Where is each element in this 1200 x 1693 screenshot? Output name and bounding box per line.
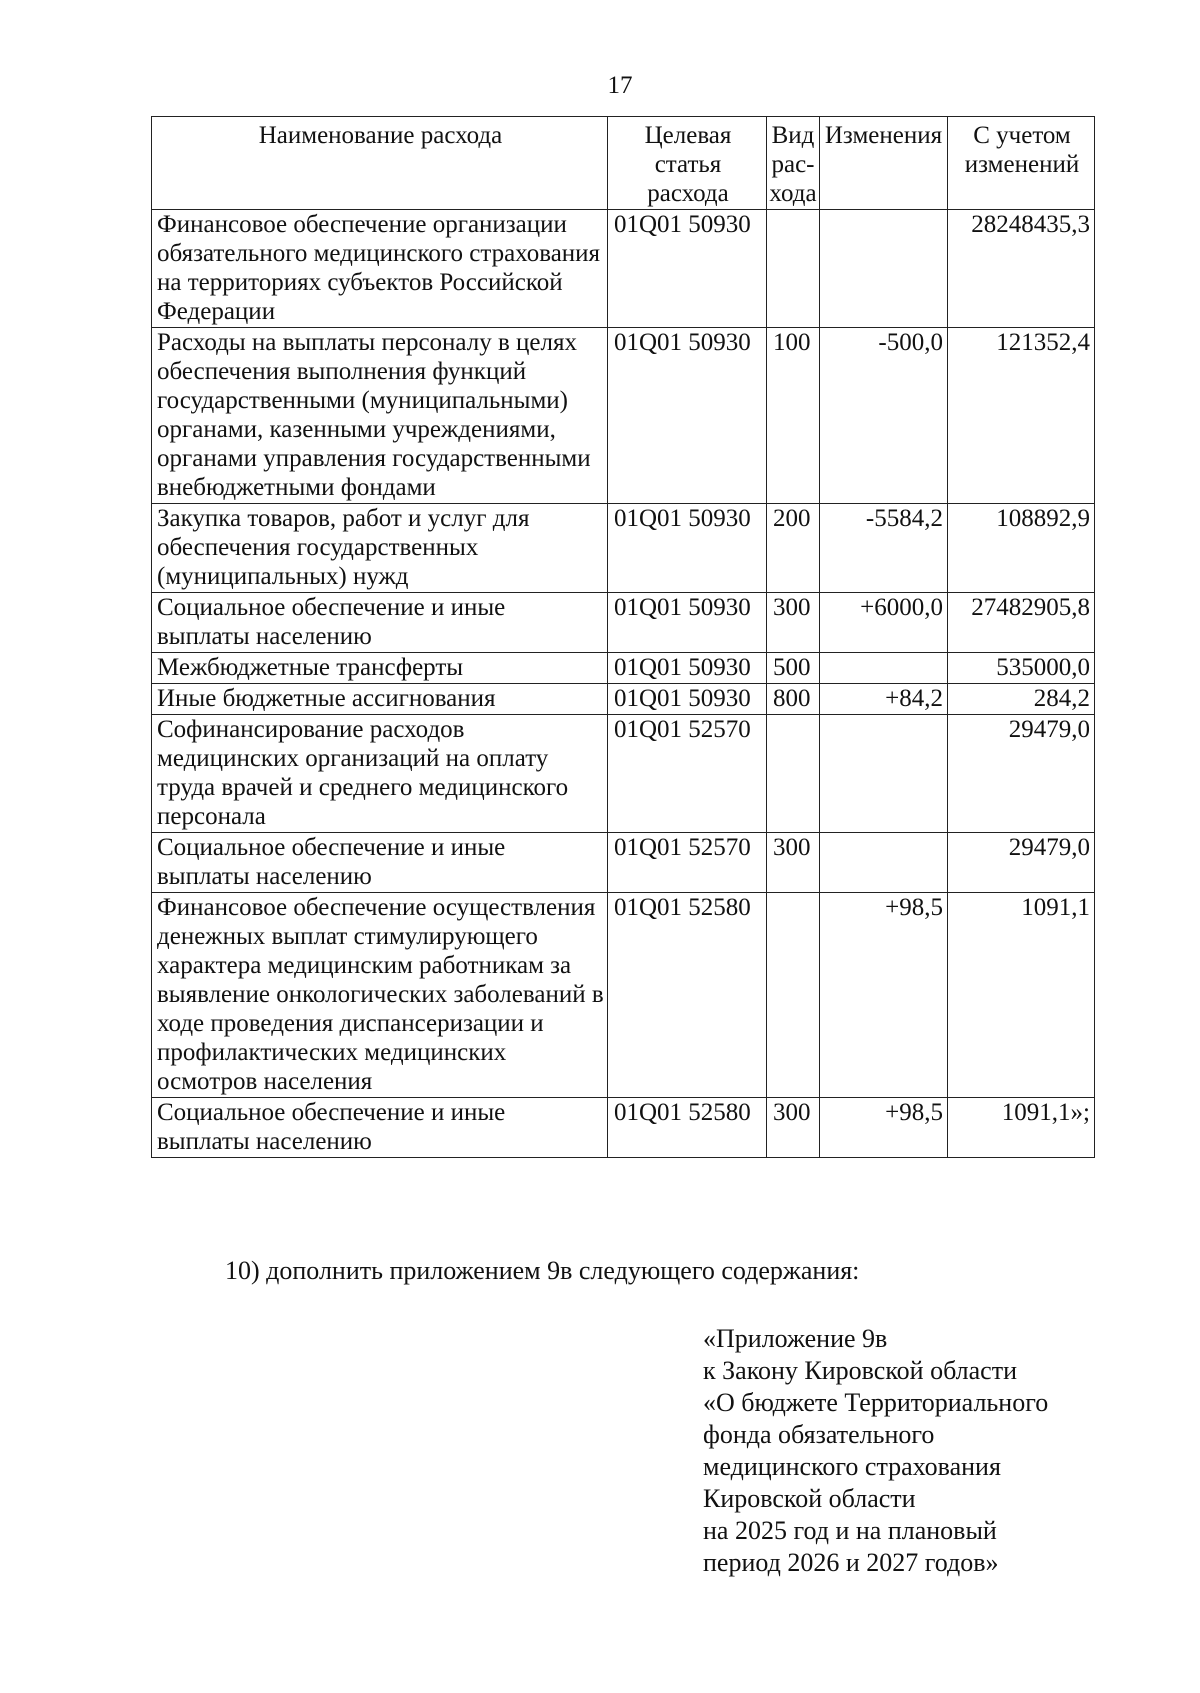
row-expense-type: 200 xyxy=(767,504,820,593)
appendix-line: фонда обязательного xyxy=(703,1420,935,1449)
row-expense-type: 800 xyxy=(767,684,820,715)
header-changes-text: Изменения xyxy=(824,122,943,149)
header-target-line3: расхода xyxy=(647,180,729,207)
row-change: -5584,2 xyxy=(820,504,948,593)
appendix-line: на 2025 год и на плановый xyxy=(703,1516,997,1545)
row-change xyxy=(820,210,948,328)
row-total: 29479,0 xyxy=(948,715,1095,833)
row-expense-name: Социальное обеспечение и иные выплаты населению xyxy=(152,1098,608,1158)
row-expense-type: 300 xyxy=(767,593,820,653)
header-type-line1: Вид xyxy=(771,122,815,149)
row-change xyxy=(820,653,948,684)
row-change: +6000,0 xyxy=(820,593,948,653)
table-header xyxy=(152,117,1095,210)
header-expense-type xyxy=(767,117,820,210)
row-expense-name: Финансовое обеспечение организации обязательного медицинского страхования на территориях субъектов Российской Федерации xyxy=(152,210,608,328)
row-target-article: 01Q01 50930 xyxy=(608,653,767,684)
row-expense-type: 100 xyxy=(767,328,820,504)
row-total: 27482905,8 xyxy=(948,593,1095,653)
table-row xyxy=(152,1098,1095,1158)
row-expense-name: Расходы на выплаты персоналу в целях обеспечения выполнения функций государственными (муниципальными) органами, казенными учреждениями, органами управления государственными внебюджетными фондами xyxy=(152,328,608,504)
table-row xyxy=(152,684,1095,715)
appendix-header xyxy=(703,1323,1048,1579)
row-expense-type: 500 xyxy=(767,653,820,684)
row-total: 29479,0 xyxy=(948,833,1095,893)
table-row xyxy=(152,593,1095,653)
header-expense-name-text: Наименование расхода xyxy=(258,122,503,149)
header-target-article xyxy=(608,117,767,210)
row-target-article: 01Q01 52580 xyxy=(608,893,767,1098)
header-total-line2: изменений xyxy=(964,151,1080,178)
table-row xyxy=(152,504,1095,593)
row-total: 28248435,3 xyxy=(948,210,1095,328)
row-expense-name: Социальное обеспечение и иные выплаты населению xyxy=(152,833,608,893)
row-expense-name: Социальное обеспечение и иные выплаты населению xyxy=(152,593,608,653)
table-row xyxy=(152,893,1095,1098)
row-expense-type: 300 xyxy=(767,1098,820,1158)
header-type-line3: хода xyxy=(769,180,817,207)
row-total: 121352,4 xyxy=(948,328,1095,504)
header-type-line2: рас- xyxy=(771,151,815,178)
row-change: -500,0 xyxy=(820,328,948,504)
row-expense-name: Софинансирование расходов медицинских организаций на оплату труда врачей и среднего медицинского персонала xyxy=(152,715,608,833)
table-row xyxy=(152,833,1095,893)
expense-table xyxy=(151,116,1095,1158)
header-total xyxy=(948,117,1095,210)
row-target-article: 01Q01 52580 xyxy=(608,1098,767,1158)
row-change: +84,2 xyxy=(820,684,948,715)
row-change: +98,5 xyxy=(820,893,948,1098)
table-row xyxy=(152,328,1095,504)
row-change: +98,5 xyxy=(820,1098,948,1158)
row-expense-name: Закупка товаров, работ и услуг для обеспечения государственных (муниципальных) нужд xyxy=(152,504,608,593)
header-total-line1: С учетом xyxy=(973,122,1071,149)
row-target-article: 01Q01 50930 xyxy=(608,328,767,504)
row-expense-type xyxy=(767,210,820,328)
table-row xyxy=(152,210,1095,328)
appendix-line: медицинского страхования xyxy=(703,1452,1001,1481)
header-target-line2: статья xyxy=(654,151,722,178)
row-target-article: 01Q01 52570 xyxy=(608,833,767,893)
row-total: 1091,1 xyxy=(948,893,1095,1098)
row-target-article: 01Q01 50930 xyxy=(608,210,767,328)
appendix-line: период 2026 и 2027 годов» xyxy=(703,1548,999,1577)
table-body xyxy=(152,210,1095,1158)
table-row xyxy=(152,653,1095,684)
row-expense-type xyxy=(767,715,820,833)
row-total: 108892,9 xyxy=(948,504,1095,593)
row-expense-name: Финансовое обеспечение осуществления денежных выплат стимулирующего характера медицинским работникам за выявление онкологических заболеваний в ходе проведения диспансеризации и профилактических медицинских осмотров населения xyxy=(152,893,608,1098)
appendix-line: к Закону Кировской области xyxy=(703,1356,1017,1385)
appendix-line: Кировской области xyxy=(703,1484,916,1513)
page-number: 17 xyxy=(607,72,633,99)
row-target-article: 01Q01 50930 xyxy=(608,684,767,715)
amendment-paragraph: 10) дополнить приложением 9в следующего содержания: xyxy=(225,1256,860,1285)
header-changes xyxy=(820,117,948,210)
table-row xyxy=(152,715,1095,833)
appendix-line: «Приложение 9в xyxy=(703,1324,888,1353)
header-expense-name xyxy=(152,117,608,210)
appendix-line: «О бюджете Территориального xyxy=(703,1388,1049,1417)
row-total: 284,2 xyxy=(948,684,1095,715)
row-expense-type xyxy=(767,893,820,1098)
row-target-article: 01Q01 50930 xyxy=(608,504,767,593)
header-row xyxy=(152,117,1095,210)
header-target-line1: Целевая xyxy=(644,122,732,149)
row-total: 1091,1»; xyxy=(948,1098,1095,1158)
row-target-article: 01Q01 52570 xyxy=(608,715,767,833)
row-target-article: 01Q01 50930 xyxy=(608,593,767,653)
row-expense-name: Иные бюджетные ассигнования xyxy=(152,684,608,715)
row-expense-name: Межбюджетные трансферты xyxy=(152,653,608,684)
row-change xyxy=(820,833,948,893)
row-expense-type: 300 xyxy=(767,833,820,893)
row-change xyxy=(820,715,948,833)
row-total: 535000,0 xyxy=(948,653,1095,684)
